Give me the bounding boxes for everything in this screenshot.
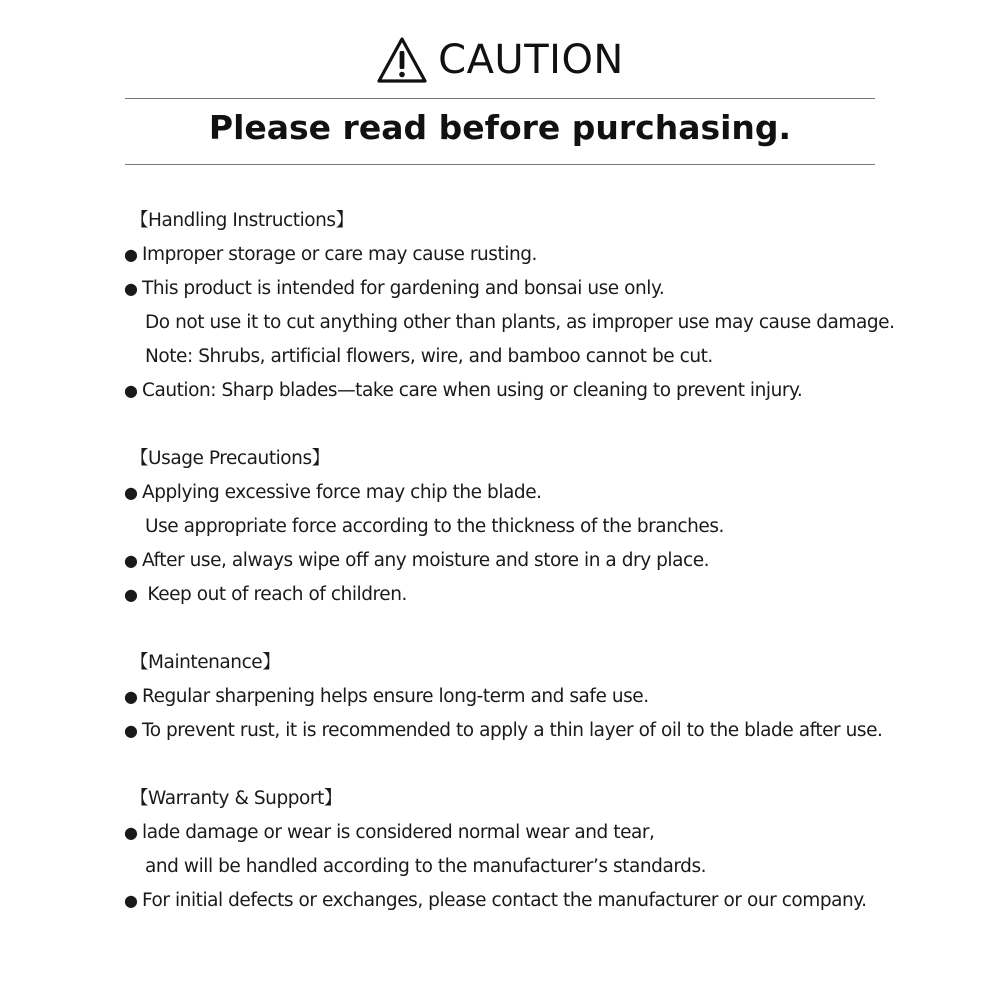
list-item: ● After use, always wipe off any moisture and store in a dry place. <box>124 544 894 578</box>
section-heading-usage: 【Usage Precautions】 <box>130 448 330 469</box>
list-item: ● Regular sharpening helps ensure long-term and safe use. <box>124 680 894 714</box>
section-heading-warranty: 【Warranty & Support】 <box>130 788 342 809</box>
section-heading-handling: 【Handling Instructions】 <box>130 210 354 231</box>
warning-triangle-icon <box>376 36 428 84</box>
top-divider <box>125 98 875 99</box>
bullet-icon: ● <box>124 823 138 842</box>
list-item: ● For initial defects or exchanges, please contact the manufacturer or our company. <box>124 884 894 918</box>
caution-header <box>0 30 1000 90</box>
notice-content <box>124 204 894 918</box>
list-item: ● This product is intended for gardening and bonsai use only. <box>124 272 894 306</box>
list-item: ● Applying excessive force may chip the blade. <box>124 476 894 510</box>
bullet-icon: ● <box>124 483 138 502</box>
bottom-divider <box>125 164 875 165</box>
bullet-icon: ● <box>124 585 138 604</box>
list-item: ● To prevent rust, it is recommended to apply a thin layer of oil to the blade after use. <box>124 714 894 748</box>
list-item: ● Caution: Sharp blades—take care when using or cleaning to prevent injury. <box>124 374 894 408</box>
list-item-continuation: Use appropriate force according to the thickness of the branches. <box>145 516 724 537</box>
list-item: ● Improper storage or care may cause rusting. <box>124 238 894 272</box>
bullet-icon: ● <box>124 245 138 264</box>
section-heading-maintenance: 【Maintenance】 <box>130 652 281 673</box>
list-item: ● Keep out of reach of children. <box>124 578 894 612</box>
bullet-icon: ● <box>124 891 138 910</box>
bullet-icon: ● <box>124 687 138 706</box>
bullet-icon: ● <box>124 721 138 740</box>
bullet-icon: ● <box>124 279 138 298</box>
list-item: ● lade damage or wear is considered normal wear and tear, <box>124 816 894 850</box>
list-item-continuation: and will be handled according to the manufacturer’s standards. <box>145 856 707 877</box>
caution-title: CAUTION <box>438 37 624 83</box>
page-subtitle: Please read before purchasing. <box>208 108 792 147</box>
bullet-icon: ● <box>124 381 138 400</box>
list-item-continuation: Do not use it to cut anything other than plants, as improper use may cause damage. <box>145 312 895 333</box>
list-item-continuation: Note: Shrubs, artificial flowers, wire, and bamboo cannot be cut. <box>145 346 713 367</box>
bullet-icon: ● <box>124 551 138 570</box>
